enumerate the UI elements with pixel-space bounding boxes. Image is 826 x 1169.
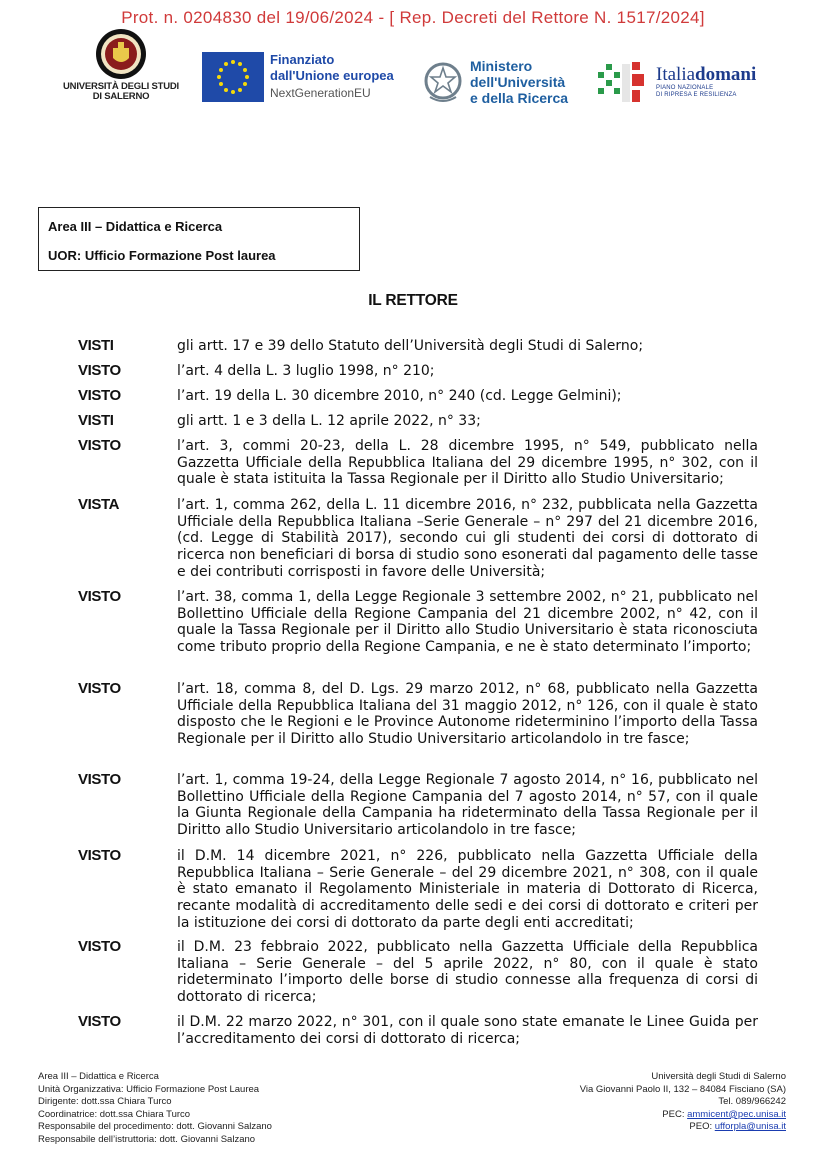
footer-line: Area III – Didattica e Ricerca <box>38 1071 159 1082</box>
header-logos <box>0 28 826 118</box>
clause <box>78 388 758 405</box>
footer-line: Unità Organizzativa: Ufficio Formazione Post Laurea <box>38 1083 260 1095</box>
clause-text: gli artt. 17 e 39 dello Statuto dell’Università degli Studi di Salerno; <box>177 338 644 354</box>
footer-line: Dirigente: dott.ssa Chiara Turco <box>38 1096 172 1108</box>
italian-emblem-icon <box>422 59 464 105</box>
italia-word: Italia <box>656 64 696 85</box>
mur-line3: e della Ricerca <box>470 90 569 106</box>
eu-logo <box>202 52 394 102</box>
footer-line: Responsabile dell’istruttoria: dott. Giovanni Salzano <box>38 1133 256 1145</box>
eu-line1: Finanziato <box>270 52 335 67</box>
clause-keyword: VISTI <box>78 412 114 429</box>
peo-email-link[interactable]: ufforpla@unisa.it <box>714 1121 786 1133</box>
unisa-name-line2: DI SALERNO <box>92 91 150 102</box>
clause-text: il D.M. 22 marzo 2022, n° 301, con il quale sono state emanate le Linee Guida per l’accreditamento dei corsi di dottorato di ricerca; <box>177 1014 758 1047</box>
clause-keyword: VISTA <box>78 496 120 513</box>
clause <box>78 413 758 430</box>
clause <box>78 939 758 1006</box>
uor-line: UOR: Ufficio Formazione Post laurea <box>48 248 276 263</box>
unisa-logo <box>58 28 184 102</box>
footer-contacts <box>580 1071 786 1134</box>
clause-keyword: VISTO <box>78 680 121 697</box>
clause-keyword: VISTO <box>78 588 121 605</box>
footer-office-info <box>38 1071 272 1147</box>
mur-line2: dell'Università <box>470 74 566 90</box>
clause <box>78 1014 758 1047</box>
pec-label: PEC: <box>662 1108 688 1120</box>
footer-line: Responsabile del procedimento: dott. Giovanni Salzano <box>38 1121 272 1133</box>
italia-sub1: PIANO NAZIONALE <box>656 85 714 91</box>
clause-text: il D.M. 14 dicembre 2021, n° 226, pubblicato nella Gazzetta Ufficiale della Repubblica Italiana – Serie Generale – del 29 dicembre 2021, n° 308, con il quale è stato emanato il Regolamento Ministeriale in materia di Dottorato di Ricerca, recante modalità di accreditamento delle sedi e dei corsi di dottorato e criteri per la istituzione dei corsi di dottorato da parte degli enti accreditati; <box>177 848 758 931</box>
mur-line1: Ministero <box>470 58 533 74</box>
clause-keyword: VISTO <box>78 437 121 454</box>
unisa-name-line1: UNIVERSITÀ DEGLI STUDI <box>63 81 179 92</box>
clause-keyword: VISTO <box>78 938 121 955</box>
clause <box>78 681 758 748</box>
clause-keyword: VISTO <box>78 1013 121 1030</box>
footer-address: Via Giovanni Paolo II, 132 – 84084 Fisciano (SA) <box>579 1083 786 1095</box>
page-title: IL RETTORE <box>368 292 458 309</box>
footer-line: Coordinatrice: dott.ssa Chiara Turco <box>38 1108 191 1120</box>
italia-sub2: DI RIPRESA E RESILIENZA <box>656 92 737 98</box>
clause-text: l’art. 19 della L. 30 dicembre 2010, n° 240 (cd. Legge Gelmini); <box>177 388 622 404</box>
area-line: Area III – Didattica e Ricerca <box>48 219 223 234</box>
clause <box>78 338 758 355</box>
italiadomani-logo <box>596 58 756 106</box>
clause-keyword: VISTO <box>78 362 121 379</box>
clause-text: l’art. 4 della L. 3 luglio 1998, n° 210; <box>177 363 435 379</box>
clause-text: l’art. 3, commi 20-23, della L. 28 dicembre 1995, n° 549, pubblicato nella Gazzetta Ufficiale della Repubblica Italiana del 29 dicembre 1995, n° 302, con il quale è stata istituita la Tassa Regionale per il Diritto allo Studio Universitario; <box>177 438 758 488</box>
clause-text: l’art. 38, comma 1, della Legge Regionale 3 settembre 2002, n° 21, pubblicato nel Bollettino Ufficiale della Regione Campania del 21 dicembre 2002, n° 42, con il quale la Tassa Regionale per il Diritto allo Studio Universitario è stata riconosciuta come tributo proprio della Regione Campania, e ne è stato determinato l’importo; <box>177 589 758 656</box>
clause-keyword: VISTO <box>78 847 121 864</box>
clause-text: l’art. 1, comma 19-24, della Legge Regionale 7 agosto 2014, n° 16, pubblicato nel Bollettino Ufficiale della Regione Campania del 7 agosto 2014, n° 57, con il quale la Giunta Regionale della Campania ha rideterminato della Tassa Regionale per il Diritto allo Studio Universitario articolandolo in tre fasce; <box>177 772 758 839</box>
clause-text: l’art. 18, comma 8, del D. Lgs. 29 marzo 2012, n° 68, pubblicato nella Gazzetta Ufficiale della Repubblica Italiana del 31 maggio 2012, n° 126, con il quale è stato disposto che le Regioni e le Province Autonome rideterminino l’importo della Tassa Regionale per il Diritto allo Studio Universitario articolandolo in tre fasce; <box>177 681 758 748</box>
italiadomani-mark-icon <box>596 58 650 106</box>
clause <box>78 363 758 380</box>
domani-word: domani <box>695 64 757 85</box>
eu-line3: NextGenerationEU <box>270 86 371 100</box>
clause-text: il D.M. 23 febbraio 2022, pubblicato nella Gazzetta Ufficiale della Repubblica Italiana – Serie Generale – del 5 aprile 2022, n° 80, con il quale è stato rideterminato l’importo delle borse di studio connesse alla frequenza di corsi di dottorato di ricerca; <box>177 939 758 1006</box>
clause <box>78 438 758 488</box>
clause-keyword: VISTI <box>78 337 114 354</box>
clause <box>78 772 758 839</box>
clause <box>78 848 758 932</box>
footer-phone: Tel. 089/966242 <box>718 1096 786 1108</box>
clause-keyword: VISTO <box>78 387 121 404</box>
unisa-seal-icon <box>95 28 147 80</box>
mur-logo <box>422 58 568 106</box>
eu-line2: dall'Unione europea <box>270 68 394 83</box>
footer-university: Università degli Studi di Salerno <box>651 1071 786 1082</box>
eu-flag-icon <box>202 52 264 102</box>
protocol-stamp: Prot. n. 0204830 del 19/06/2024 - [ Rep. Decreti del Rettore N. 1517/2024] <box>121 8 705 27</box>
clause <box>78 589 758 656</box>
clause <box>78 497 758 581</box>
pec-email-link[interactable]: ammicent@pec.unisa.it <box>687 1108 786 1120</box>
clause-keyword: VISTO <box>78 771 121 788</box>
clause-text: l’art. 1, comma 262, della L. 11 dicembre 2016, n° 232, pubblicata nella Gazzetta Ufficiale della Repubblica Italiana –Serie Generale – n° 297 del 21 dicembre 2016, (cd. Legge di Stabilità 2017), secondo cui gli studenti dei corsi di dottorato di ricerca non beneficiari di borsa di studio sono esonerati dal pagamento delle tasse e dei contributi corrisposti in favore delle Università; <box>177 497 758 580</box>
clause-text: gli artt. 1 e 3 della L. 12 aprile 2022, n° 33; <box>177 413 481 429</box>
area-box <box>38 207 360 271</box>
peo-label: PEO: <box>689 1121 715 1133</box>
